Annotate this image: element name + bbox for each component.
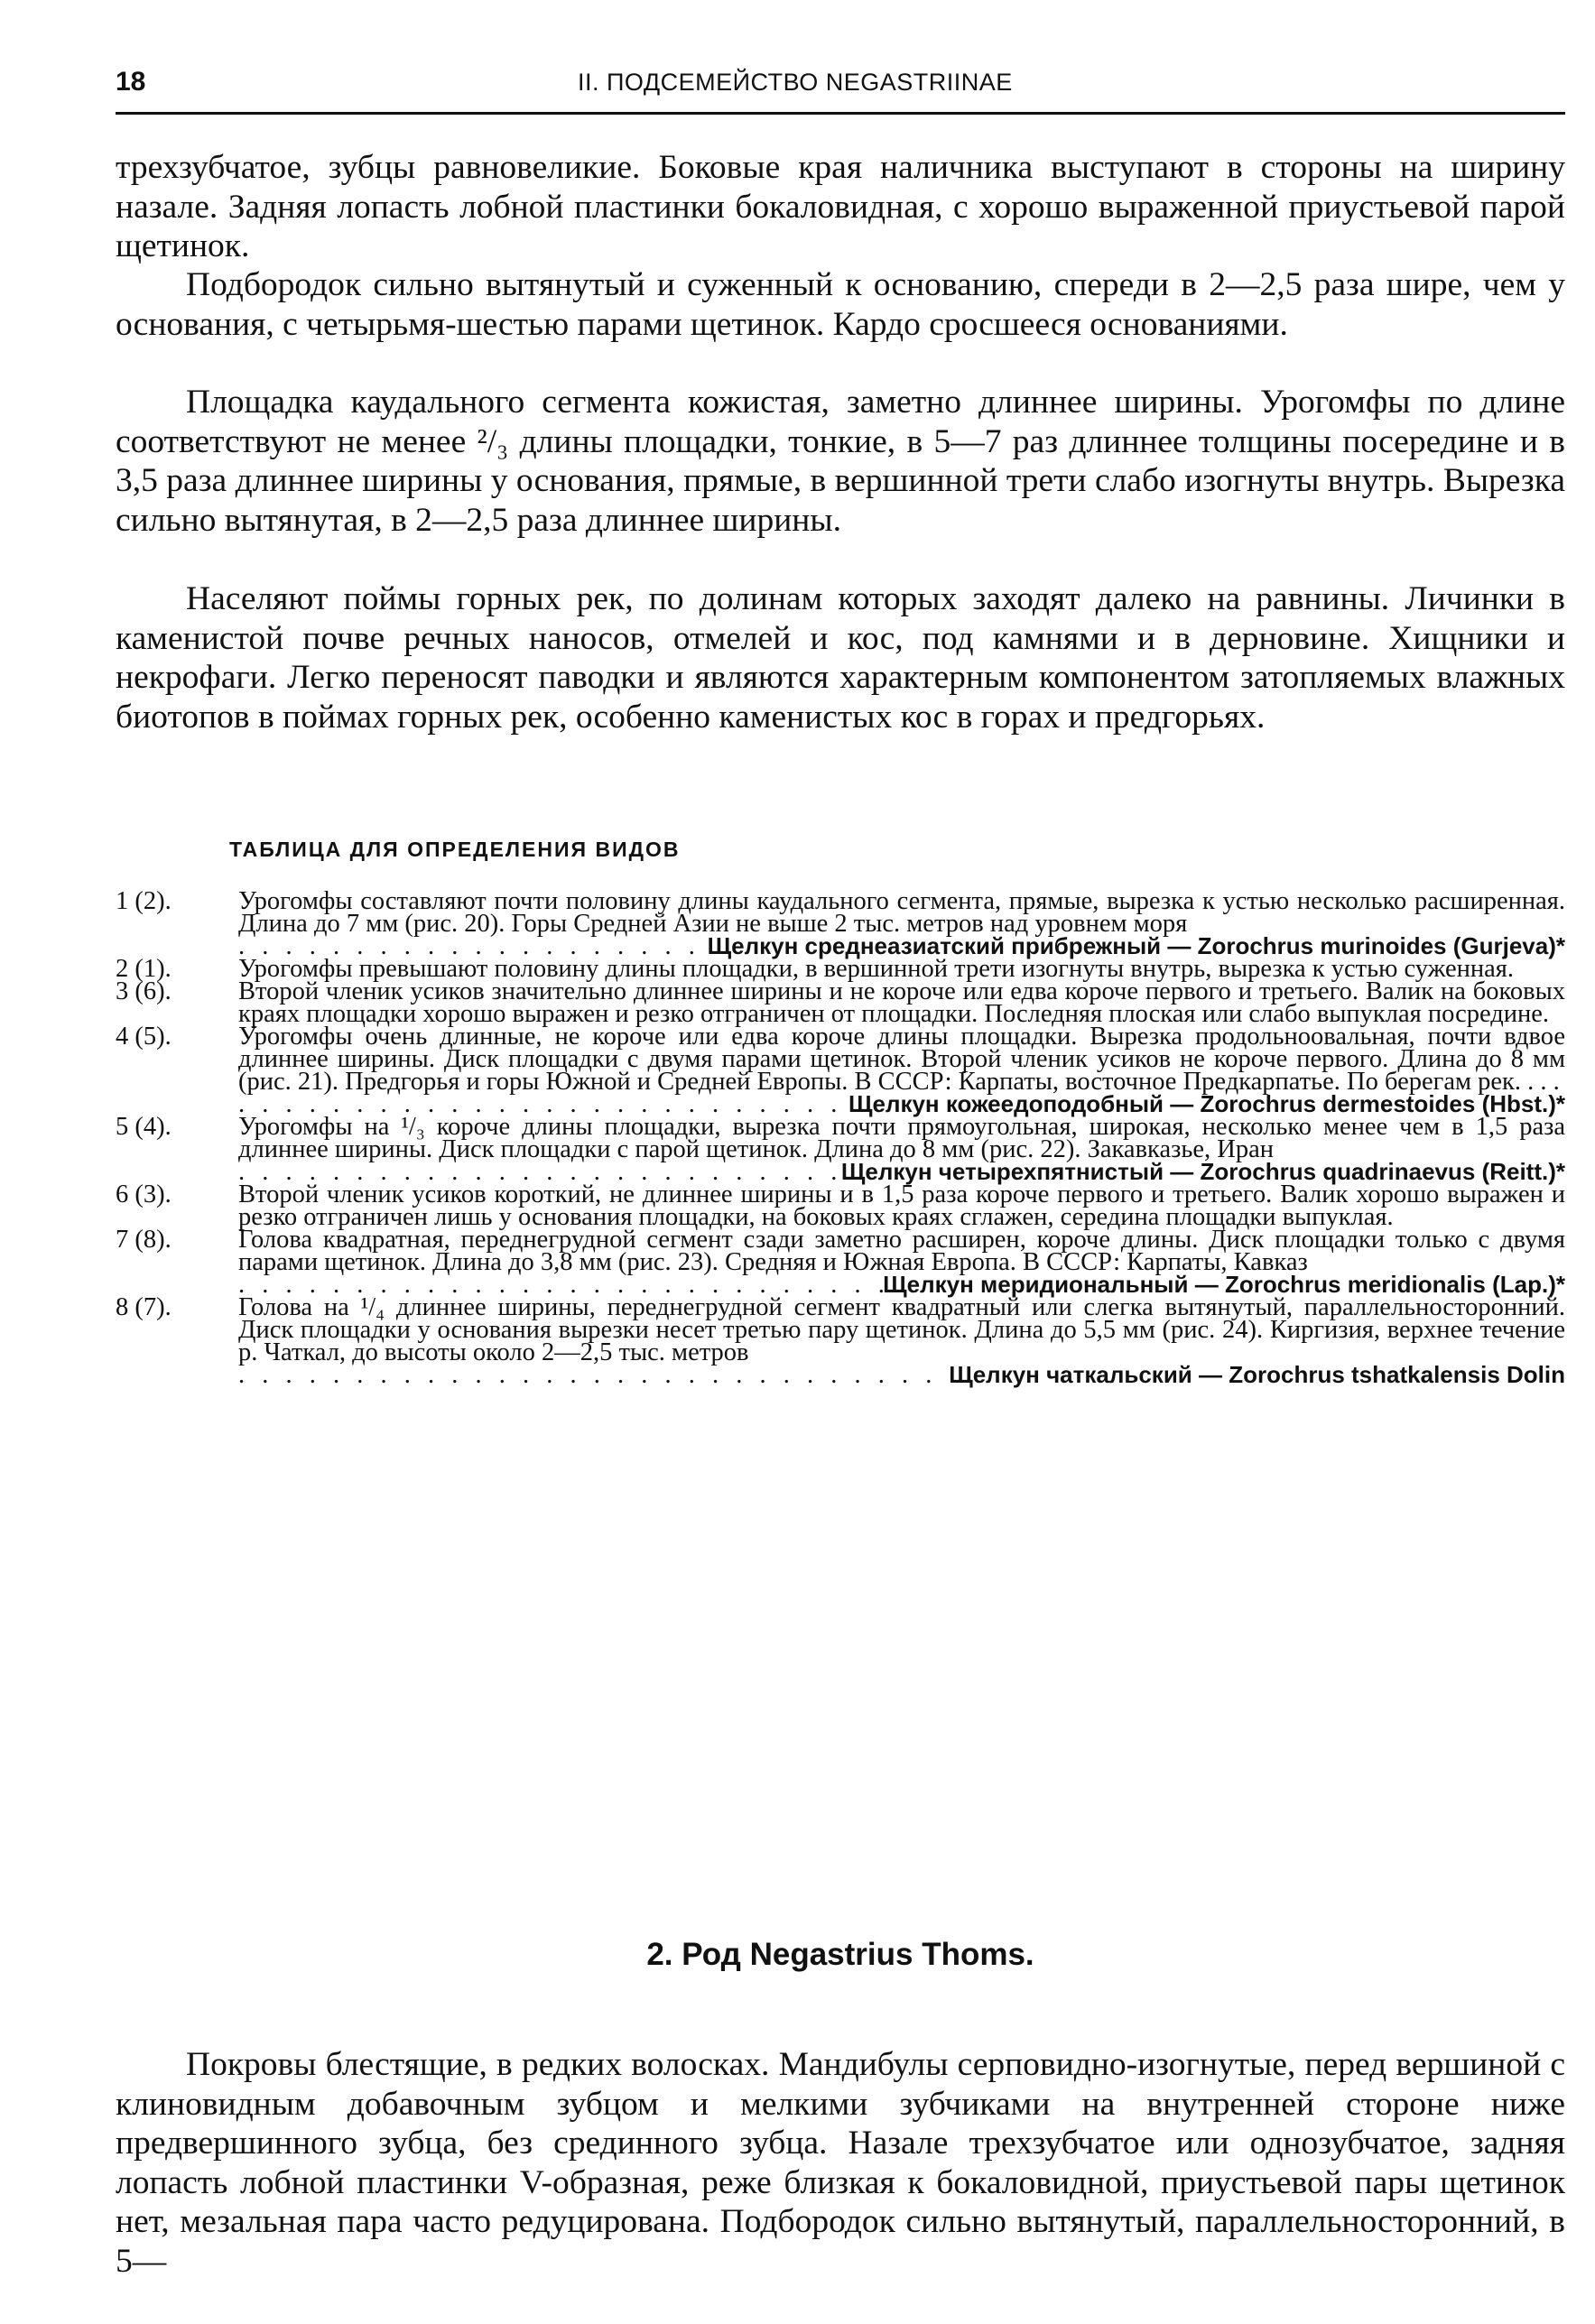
key-entry-number: 8 (7).: [116, 1293, 172, 1321]
key-entry-5: [116, 1113, 1565, 1185]
key-entry-text: Голова квадратная, переднегрудной сегмент сзади заметно расширен, короче длины. Диск площадки только с двумя парами щетинок. Длина до 3,8 мм (рис. 23). Средняя и Южная Европа. В СССР: Карпаты, Кавказ: [238, 1226, 1565, 1276]
key-entry-text: Голова на ¹/₄ длиннее ширины, переднегрудной сегмент квадратный или слегка вытянутый, параллельносторонний. Диск площадки у основания вырезки несет третью пару щетинок. Длина до 5,5 мм (рис. 24). Киргизия, верхнее течение р. Чаткал, до высоты около 2—2,5 тыс. метров: [238, 1293, 1565, 1366]
running-head: II. ПОДСЕМЕЙСТВО NEGASTRIINAE: [578, 69, 1013, 96]
key-entry-number: 5 (4).: [116, 1113, 172, 1141]
paragraph-1: трехзубчатое, зубцы равновеликие. Боковые края наличника выступают в стороны на ширину назале. Задняя лопасть лобной пластинки бокаловидная, с хорошо выраженной приустьевой парой щетинок.: [116, 149, 1565, 264]
key-entry-number: 2 (1).: [116, 955, 172, 983]
key-entry-text: Урогомфы составляют почти половину длины каудального сегмента, прямые, вырезка к устью несколько расширенная. Длина до 7 мм (рис. 20). Горы Средней Азии не выше 2 тыс. метров над уровнем моря: [238, 887, 1565, 938]
key-entry-number: 6 (3).: [116, 1181, 172, 1208]
paragraph-4: Населяют поймы горных рек, по долинам которых заходят далеко на равнины. Личинки в каменистой почве речных наносов, отмелей и кос, под камнями и в дерновине. Хищники и некрофаги. Легко переносят паводки и являются характерным компонентом затопляемых влажных биотопов в поймах горных рек, особенно каменистых кос в горах и предгорьях.: [116, 580, 1565, 736]
key-entry-text: Урогомфы очень длинные, не короче или едва короче длины площадки. Вырезка продольноовальная, почти вдвое длиннее ширины. Диск площадки с двумя парами щетинок. Второй членик усиков не короче первого. Длина до 8 мм (рис. 21). Предгорья и горы Южной и Средней Европы. В СССР: Карпаты, восточное Предкарпатье. По берегам рек. . . .: [238, 1023, 1565, 1096]
key-entry-answer: Щелкун среднеазиатский прибрежный — Zorochrus murinoides (Gurjeva)*: [707, 932, 1565, 959]
key-entry-answer: Щелкун меридиональный — Zorochrus meridionalis (Lap.)*: [883, 1271, 1565, 1298]
key-entry-answer: Щелкун четырехпятнистый — Zorochrus quadrinaevus (Reitt.)*: [840, 1158, 1565, 1185]
page-header: [116, 61, 1565, 106]
genus-paragraph: Покровы блестящие, в редких волосках. Мандибулы серповидно-изогнутые, перед вершиной с клиновидным добавочным зубцом и мелкими зубчиками на внутренней стороне ниже предвершинного зубца, без срединного зубца. Назале трехзубчатое или однозубчатое, задняя лопасть лобной пластинки V-образная, реже близкая к бокаловидной, приустьевой пары щетинок нет, мезальная пара часто редуцирована. Подбородок сильно вытянутый, параллельносторонний, в 5—: [116, 2046, 1565, 2280]
genus-heading: 2. Род Negastrius Thoms.: [646, 1937, 1034, 1972]
key-entry-answer: Щелкун кожеедоподобный — Zorochrus dermestoides (Hbst.)*: [848, 1090, 1565, 1117]
header-rule: [116, 112, 1565, 115]
key-entry-7: [116, 1228, 1565, 1296]
page-number: 18: [116, 67, 146, 97]
key-entry-4: [116, 1025, 1565, 1116]
key-entry-number: 3 (6).: [116, 977, 172, 1005]
key-entry-8: [116, 1293, 1565, 1388]
key-entry-text: Второй членик усиков короткий, не длиннее ширины и в 1,5 раза короче первого и третьего. Валик хорошо выражен и резко отграничен лишь у основания площадки, на боковых краях сглажен, середина площадки выпуклая.: [238, 1181, 1565, 1231]
key-entry-answer: Щелкун чаткальский — Zorochrus tshatkalensis Dolin: [949, 1361, 1565, 1388]
key-entry-text: Второй членик усиков значительно длиннее ширины и не короче или едва короче первого и третьего. Валик на боковых краях площадки хорошо выражен и резко отграничен от площадки. Последняя плоская или слабо выпуклая посредине.: [238, 977, 1565, 1028]
key-entry-text: Урогомфы превышают половину длины площадки, в вершинной трети изогнуты внутрь, вырезка к устью суженная.: [238, 955, 1515, 983]
paragraph-3: Площадка каудального сегмента кожистая, заметно длиннее ширины. Урогомфы по длине соответствуют не менее ²/₃ длины площадки, тонкие, в 5—7 раз длиннее толщины посередине и в 3,5 раза длиннее ширины у основания, прямые, в вершинной трети слабо изогнуты внутрь. Вырезка сильно вытянутая, в 2—2,5 раза длиннее ширины.: [116, 384, 1565, 539]
document-page: [116, 61, 1565, 2280]
leader-dots: [238, 1364, 949, 1386]
key-entry-number: 7 (8).: [116, 1226, 172, 1254]
key-table: [116, 887, 1565, 1388]
key-entry-number: 4 (5).: [116, 1023, 172, 1051]
key-entry-6: [116, 1181, 1565, 1231]
key-entry-number: 1 (2).: [116, 887, 172, 915]
key-entry-answer-line: [238, 1361, 1565, 1388]
key-entry-3: [116, 977, 1565, 1028]
key-table-title: ТАБЛИЦА ДЛЯ ОПРЕДЕЛЕНИЯ ВИДОВ: [229, 838, 681, 861]
key-entry-1: [116, 887, 1565, 959]
paragraph-2: Подбородок сильно вытянутый и суженный к основанию, спереди в 2—2,5 раза шире, чем у основания, с четырьмя-шестью парами щетинок. Кардо сросшееся основаниями.: [116, 266, 1565, 343]
key-entry-text: Урогомфы на ¹/₃ короче длины площадки, вырезка почти прямоугольная, широкая, несколько менее чем в 1,5 раза длиннее ширины. Диск площадки с парой щетинок. Длина до 8 мм (рис. 22). Закавказье, Иран: [238, 1113, 1565, 1163]
